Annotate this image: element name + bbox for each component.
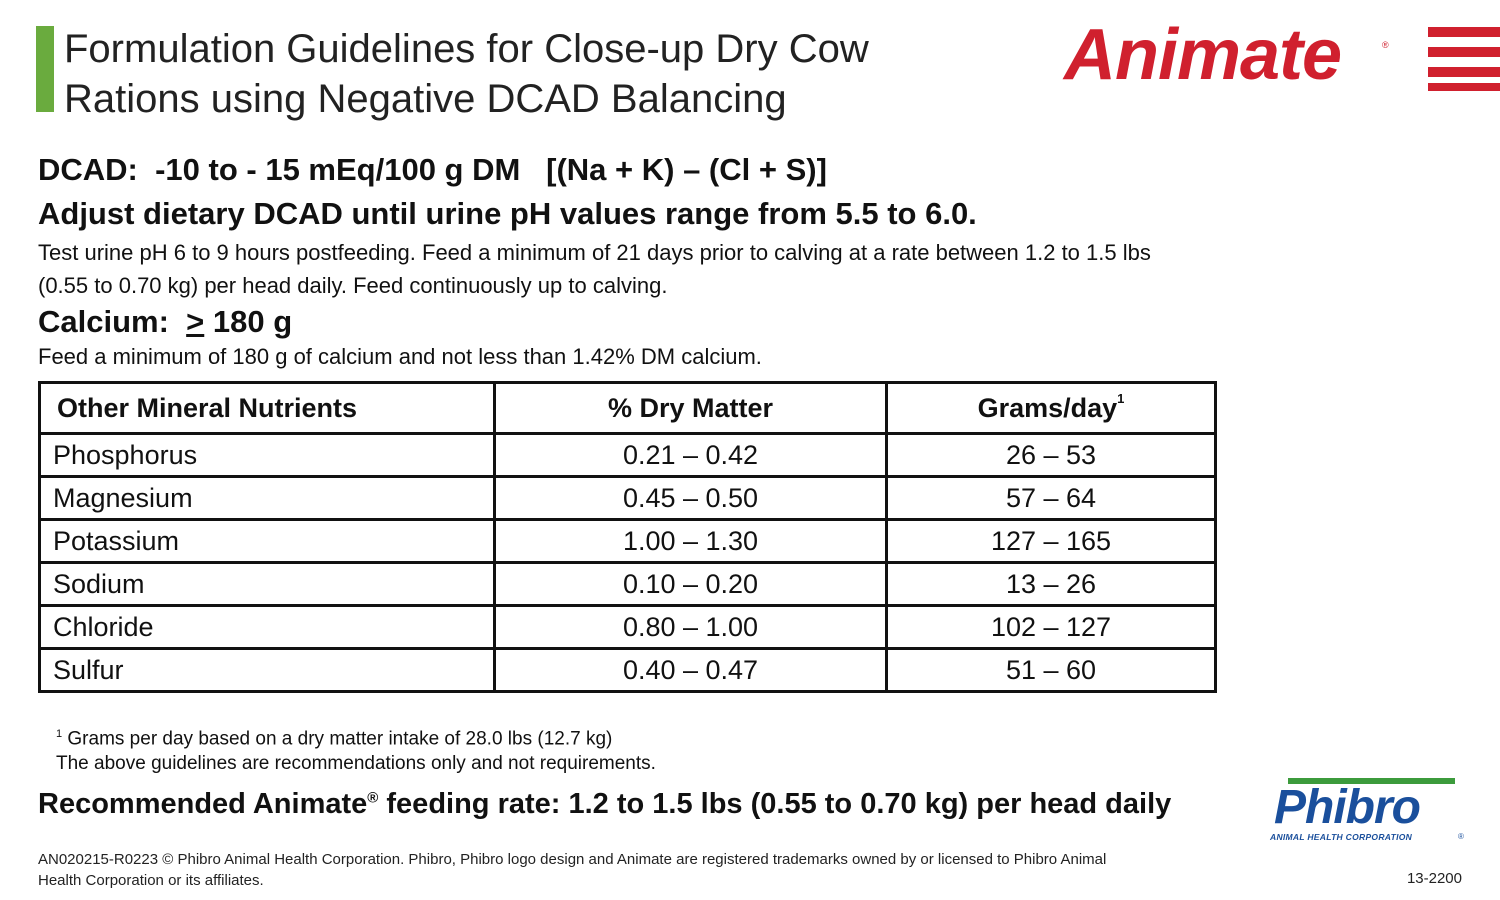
recommend-prefix: Recommended Animate <box>38 788 368 820</box>
phibro-logo <box>1270 778 1470 844</box>
cell-nutrient: Sodium <box>40 563 495 606</box>
table-row <box>40 477 1216 520</box>
calcium-symbol: > <box>186 304 205 339</box>
logo-stripe-1 <box>1428 27 1500 37</box>
cell-dry-matter: 0.10 – 0.20 <box>495 563 887 606</box>
cell-nutrient: Sulfur <box>40 649 495 692</box>
document-code: 13-2200 <box>1406 870 1462 887</box>
title-accent-bar <box>36 26 54 112</box>
cell-grams: 127 – 165 <box>887 520 1216 563</box>
logo-stripe-2 <box>1428 47 1500 57</box>
table-header-row <box>40 383 1216 434</box>
cell-nutrient: Magnesium <box>40 477 495 520</box>
phibro-subtitle: ANIMAL HEALTH CORPORATION <box>1270 832 1413 842</box>
table-row <box>40 649 1216 692</box>
cell-nutrient: Potassium <box>40 520 495 563</box>
cell-grams: 26 – 53 <box>887 434 1216 477</box>
phibro-reg-mark: ® <box>1458 832 1464 841</box>
cell-nutrient: Chloride <box>40 606 495 649</box>
cell-grams: 51 – 60 <box>887 649 1216 692</box>
table-row <box>40 606 1216 649</box>
footnote-line-2: The above guidelines are recommendations only and not requirements. <box>56 753 656 775</box>
header-grams-day-label: Grams/day <box>977 392 1118 423</box>
table-row <box>40 434 1216 477</box>
cell-dry-matter: 1.00 – 1.30 <box>495 520 887 563</box>
cell-nutrient: Phosphorus <box>40 434 495 477</box>
cell-grams: 13 – 26 <box>887 563 1216 606</box>
dcad-heading: DCAD: -10 to - 15 mEq/100 g DM [(Na + K) – (Cl + S)] <box>38 152 827 187</box>
logo-stripe-3 <box>1428 67 1500 77</box>
adjust-heading: Adjust dietary DCAD until urine pH values range from 5.5 to 6.0. <box>38 196 977 231</box>
cell-dry-matter: 0.45 – 0.50 <box>495 477 887 520</box>
animate-wordmark: Animate <box>1064 15 1342 95</box>
calcium-heading <box>38 304 292 340</box>
table-footnotes <box>56 722 656 776</box>
phibro-wordmark: Phibro <box>1274 781 1420 834</box>
footnote-line-1: Grams per day based on a dry matter intake of 28.0 lbs (12.7 kg) <box>67 728 613 750</box>
header-footnote-marker: 1 <box>1117 390 1125 406</box>
dcad-instructions: Test urine pH 6 to 9 hours postfeeding. Feed a minimum of 21 days prior to calving at a rate between 1.2 to 1.5 lbs (0.55 to 0.70 kg) per head daily. Feed continuously up to calving. <box>38 240 1151 298</box>
cell-dry-matter: 0.21 – 0.42 <box>495 434 887 477</box>
cell-grams: 102 – 127 <box>887 606 1216 649</box>
title-line-2: Rations using Negative DCAD Balancing <box>64 77 787 121</box>
recommend-suffix: feeding rate: 1.2 to 1.5 lbs (0.55 to 0.70 kg) per head daily <box>378 788 1172 820</box>
page-title <box>64 24 869 124</box>
title-line-1: Formulation Guidelines for Close-up Dry Cow <box>64 27 869 71</box>
recommended-feeding-rate <box>38 788 1171 821</box>
cell-grams: 57 – 64 <box>887 477 1216 520</box>
cell-dry-matter: 0.80 – 1.00 <box>495 606 887 649</box>
logo-stripe-4 <box>1428 83 1500 91</box>
header-grams-day <box>887 383 1216 434</box>
table-row <box>40 520 1216 563</box>
header-dry-matter: % Dry Matter <box>495 383 887 434</box>
table-row <box>40 563 1216 606</box>
recommend-reg-mark: ® <box>367 789 379 807</box>
animate-logo <box>1064 15 1500 95</box>
animate-reg-mark: ® <box>1382 40 1389 50</box>
legal-notice: AN020215-R0223 © Phibro Animal Health Corporation. Phibro, Phibro logo design and Animate are registered trademarks owned by or licensed to Phibro Animal Health Corporation or its affiliates. <box>38 851 1107 889</box>
footnote-marker: 1 <box>56 728 63 740</box>
calcium-value: 180 g <box>212 304 293 339</box>
calcium-label: Calcium: <box>38 304 169 339</box>
calcium-note: Feed a minimum of 180 g of calcium and not less than 1.42% DM calcium. <box>38 344 762 369</box>
header-nutrient: Other Mineral Nutrients <box>40 383 495 434</box>
cell-dry-matter: 0.40 – 0.47 <box>495 649 887 692</box>
mineral-nutrients-table <box>38 381 1217 693</box>
